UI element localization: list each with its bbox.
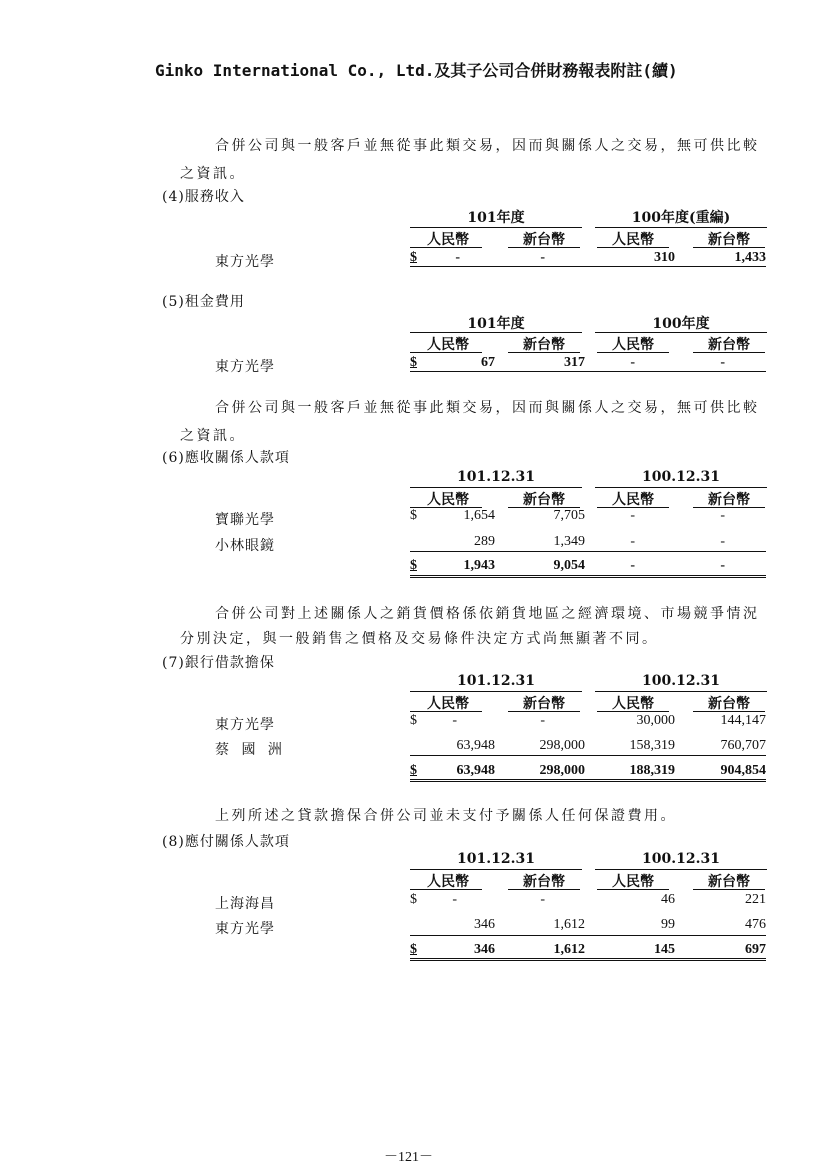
cell: - [630, 355, 635, 370]
period-header: 100.12.31 [642, 469, 720, 485]
total-cell: 697 [745, 942, 766, 957]
column-header: 人民幣 [612, 232, 654, 248]
cell: 317 [564, 355, 585, 370]
cell: 144,147 [720, 713, 766, 728]
currency-symbol: $ [410, 558, 417, 573]
column-header: 人民幣 [427, 874, 469, 890]
row-label: 上海海昌 [215, 896, 275, 912]
total-cell: 904,854 [720, 763, 766, 778]
row-label: 蔡 國 洲 [215, 742, 286, 758]
section-title: (7)銀行借款擔保 [162, 655, 275, 671]
currency-symbol: $ [410, 508, 417, 523]
column-header: 人民幣 [612, 874, 654, 890]
currency-symbol: $ [410, 942, 417, 957]
cell: - [720, 534, 725, 549]
period-header: 100.12.31 [642, 851, 720, 867]
column-header: 新台幣 [523, 232, 565, 248]
column-header: 新台幣 [708, 696, 750, 712]
total-cell: 145 [654, 942, 675, 957]
page-header: Ginko International Co., Ltd.及其子公司合併財務報表附註(續) [155, 61, 678, 80]
total-cell: - [630, 558, 635, 573]
row-label: 東方光學 [215, 921, 275, 937]
column-header: 人民幣 [427, 696, 469, 712]
cell: - [452, 713, 457, 728]
paragraph-line: 合併公司對上述關係人之銷貨價格係依銷貨地區之經濟環境、市場競爭情況 [215, 606, 760, 622]
cell: 99 [661, 917, 675, 932]
cell: 7,705 [553, 508, 585, 523]
total-cell: 188,319 [629, 763, 675, 778]
section-title: (5)租金費用 [162, 294, 245, 310]
total-cell: - [720, 558, 725, 573]
currency-symbol: $ [410, 763, 417, 778]
period-header: 101.12.31 [457, 469, 535, 485]
cell: - [540, 250, 545, 265]
cell: 310 [654, 250, 675, 265]
total-cell: 346 [474, 942, 495, 957]
period-header: 101年度 [467, 210, 525, 226]
section-title: (8)應付關係人款項 [162, 834, 290, 850]
paragraph-line: 上列所述之貸款擔保合併公司並未支付予關係人任何保證費用。 [215, 808, 677, 824]
total-cell: 9,054 [553, 558, 585, 573]
cell: 346 [474, 917, 495, 932]
cell: 476 [745, 917, 766, 932]
cell: 1,349 [553, 534, 585, 549]
paragraph-line: 分別決定，與一般銷售之價格及交易條件決定方式尚無顯著不同。 [180, 631, 659, 647]
cell: 158,319 [629, 738, 675, 753]
column-header: 新台幣 [523, 874, 565, 890]
column-header: 人民幣 [612, 492, 654, 508]
page-number: －121－ [384, 1150, 433, 1165]
period-header: 100年度 [652, 316, 710, 332]
cell: 298,000 [539, 738, 585, 753]
period-header: 101年度 [467, 316, 525, 332]
period-header: 101.12.31 [457, 673, 535, 689]
cell: - [720, 355, 725, 370]
row-label: 東方光學 [215, 359, 275, 375]
row-label: 東方光學 [215, 717, 275, 733]
paragraph-line: 合併公司與一般客戶並無從事此類交易，因而與關係人之交易，無可供比較 [215, 400, 760, 416]
cell: 760,707 [720, 738, 766, 753]
cell: 30,000 [636, 713, 675, 728]
paragraph-line: 合併公司與一般客戶並無從事此類交易，因而與關係人之交易，無可供比較 [215, 138, 760, 154]
total-cell: 1,943 [463, 558, 495, 573]
period-header: 100.12.31 [642, 673, 720, 689]
section-title: (4)服務收入 [162, 189, 245, 205]
paragraph-line: 之資訊。 [180, 166, 246, 182]
column-header: 新台幣 [523, 696, 565, 712]
column-header: 人民幣 [427, 337, 469, 353]
column-header: 新台幣 [523, 492, 565, 508]
column-header: 人民幣 [427, 232, 469, 248]
period-header: 101.12.31 [457, 851, 535, 867]
cell: 221 [745, 892, 766, 907]
row-label: 寶聯光學 [215, 512, 275, 528]
period-header: 100年度(重編) [631, 210, 731, 226]
cell: 1,654 [463, 508, 495, 523]
section-title: (6)應收關係人款項 [162, 450, 290, 466]
currency-symbol: $ [410, 892, 417, 907]
cell: - [452, 892, 457, 907]
total-cell: 1,612 [553, 942, 585, 957]
cell: 67 [481, 355, 495, 370]
total-cell: 298,000 [539, 763, 585, 778]
currency-symbol: $ [410, 713, 417, 728]
cell: - [630, 534, 635, 549]
currency-symbol: $ [410, 355, 417, 370]
cell: - [630, 508, 635, 523]
row-label: 東方光學 [215, 254, 275, 270]
paragraph-line: 之資訊。 [180, 428, 246, 444]
column-header: 新台幣 [523, 337, 565, 353]
column-header: 人民幣 [427, 492, 469, 508]
cell: - [455, 250, 460, 265]
cell: 63,948 [456, 738, 495, 753]
cell: - [540, 713, 545, 728]
cell: - [720, 508, 725, 523]
cell: 289 [474, 534, 495, 549]
cell: 1,433 [734, 250, 766, 265]
currency-symbol: $ [410, 250, 417, 265]
column-header: 新台幣 [708, 492, 750, 508]
row-label: 小林眼鏡 [215, 538, 275, 554]
cell: - [540, 892, 545, 907]
cell: 1,612 [553, 917, 585, 932]
column-header: 人民幣 [612, 337, 654, 353]
column-header: 新台幣 [708, 337, 750, 353]
column-header: 人民幣 [612, 696, 654, 712]
total-cell: 63,948 [456, 763, 495, 778]
cell: 46 [661, 892, 675, 907]
column-header: 新台幣 [708, 232, 750, 248]
column-header: 新台幣 [708, 874, 750, 890]
